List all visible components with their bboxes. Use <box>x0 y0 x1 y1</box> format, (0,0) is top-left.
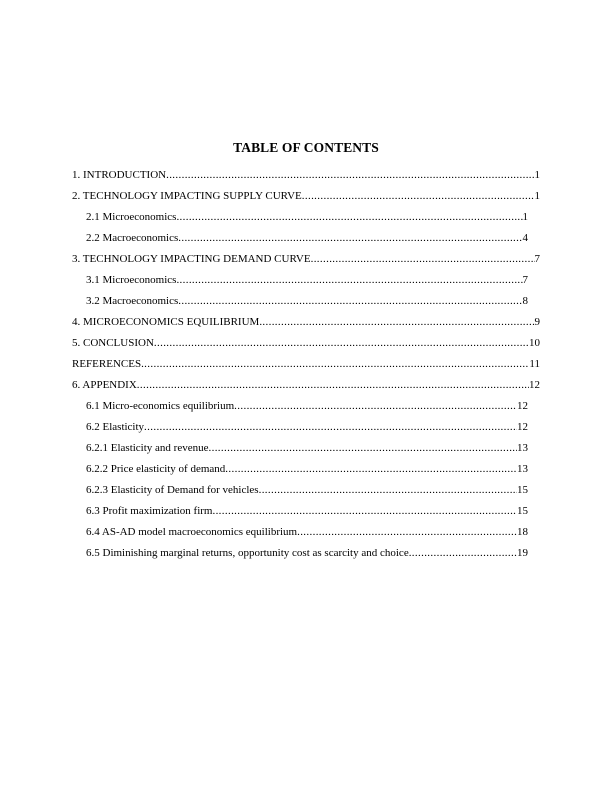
toc-entry[interactable] <box>86 210 528 224</box>
toc-entry-page: 19 <box>517 547 528 559</box>
toc-entry[interactable] <box>86 294 528 308</box>
toc-entry-label: REFERENCES <box>72 358 142 370</box>
toc-dot-leader <box>297 525 517 539</box>
toc-entry-label: 6.2.1 Elasticity and revenue <box>86 442 209 454</box>
toc-entry-label: 4. MICROECONOMICS EQUILIBRIUM <box>72 316 260 328</box>
toc-entry-page: 12 <box>529 379 540 391</box>
toc-entry-page: 12 <box>517 400 528 412</box>
toc-entry[interactable] <box>86 420 528 434</box>
toc-dot-leader <box>176 273 522 287</box>
toc-entry-page: 1 <box>534 169 540 181</box>
toc-entry-label: 5. CONCLUSION <box>72 337 154 349</box>
toc-dot-leader <box>302 189 535 203</box>
toc-entry-page: 9 <box>534 316 540 328</box>
toc-dot-leader <box>154 336 529 350</box>
toc-entry-page: 1 <box>522 211 528 223</box>
toc-entry-page: 8 <box>522 295 528 307</box>
toc-dot-leader <box>209 441 518 455</box>
toc-entry-page: 18 <box>517 526 528 538</box>
toc-entry[interactable] <box>72 357 540 371</box>
toc-dot-leader <box>259 315 534 329</box>
toc-entry-label: 6.2 Elasticity <box>86 421 145 433</box>
toc-entry-label: 6.2.3 Elasticity of Demand for vehicles <box>86 484 259 496</box>
toc-entry[interactable] <box>86 525 528 539</box>
toc-entry[interactable] <box>72 252 540 266</box>
toc-entry-label: 6.3 Profit maximization firm <box>86 505 213 517</box>
toc-entry-label: 6.2.2 Price elasticity of demand <box>86 463 226 475</box>
toc-entry-page: 13 <box>517 463 528 475</box>
toc-entry-page: 12 <box>517 421 528 433</box>
toc-entry-page: 15 <box>517 505 528 517</box>
toc-entry[interactable] <box>86 399 528 413</box>
toc-entry-label: 6.5 Diminishing marginal returns, opportunity cost as scarcity and choice <box>86 547 409 559</box>
toc-entry-page: 1 <box>534 190 540 202</box>
toc-entry-page: 11 <box>529 358 540 370</box>
toc-entry-page: 13 <box>517 442 528 454</box>
toc-entry[interactable] <box>86 441 528 455</box>
toc-entry-label: 6.4 AS-AD model macroeconomics equilibrium <box>86 526 298 538</box>
toc-entry-label: 2.2 Macroeconomics <box>86 232 179 244</box>
toc-entry[interactable] <box>86 483 528 497</box>
toc-entry[interactable] <box>72 315 540 329</box>
toc-dot-leader <box>144 420 517 434</box>
toc-entry-page: 10 <box>529 337 540 349</box>
toc-entry[interactable] <box>72 336 540 350</box>
toc-entry-page: 7 <box>534 253 540 265</box>
toc-dot-leader <box>311 252 535 266</box>
toc-entry-label: 3.1 Microeconomics <box>86 274 177 286</box>
toc-entry[interactable] <box>72 168 540 182</box>
toc-dot-leader <box>259 483 517 497</box>
toc-dot-leader <box>212 504 517 518</box>
toc-entry-label: 6.1 Micro-economics equilibrium <box>86 400 235 412</box>
toc-entry-page: 4 <box>522 232 528 244</box>
toc-entry[interactable] <box>86 462 528 476</box>
toc-entry[interactable] <box>86 273 528 287</box>
toc-dot-leader <box>234 399 517 413</box>
toc-dot-leader <box>137 378 529 392</box>
toc-entry-label: 2.1 Microeconomics <box>86 211 177 223</box>
toc-entry[interactable] <box>86 504 528 518</box>
toc-dot-leader <box>176 210 522 224</box>
toc-dot-leader <box>178 231 522 245</box>
toc-entry-page: 7 <box>522 274 528 286</box>
toc-entry-label: 6. APPENDIX <box>72 379 137 391</box>
toc-entry-label: 1. INTRODUCTION <box>72 169 167 181</box>
toc-entry-label: 3. TECHNOLOGY IMPACTING DEMAND CURVE <box>72 253 311 265</box>
toc-entry-page: 15 <box>517 484 528 496</box>
toc-title: TABLE OF CONTENTS <box>233 140 379 155</box>
toc-dot-leader <box>141 357 529 371</box>
toc-dot-leader <box>225 462 517 476</box>
toc-entry[interactable] <box>72 378 540 392</box>
toc-entry[interactable] <box>86 231 528 245</box>
toc-dot-leader <box>409 546 517 560</box>
toc-dot-leader <box>178 294 522 308</box>
toc-dot-leader <box>166 168 534 182</box>
toc-entry[interactable] <box>72 189 540 203</box>
toc-entry[interactable] <box>86 546 528 560</box>
toc-entry-label: 3.2 Macroeconomics <box>86 295 179 307</box>
toc-entry-label: 2. TECHNOLOGY IMPACTING SUPPLY CURVE <box>72 190 302 202</box>
